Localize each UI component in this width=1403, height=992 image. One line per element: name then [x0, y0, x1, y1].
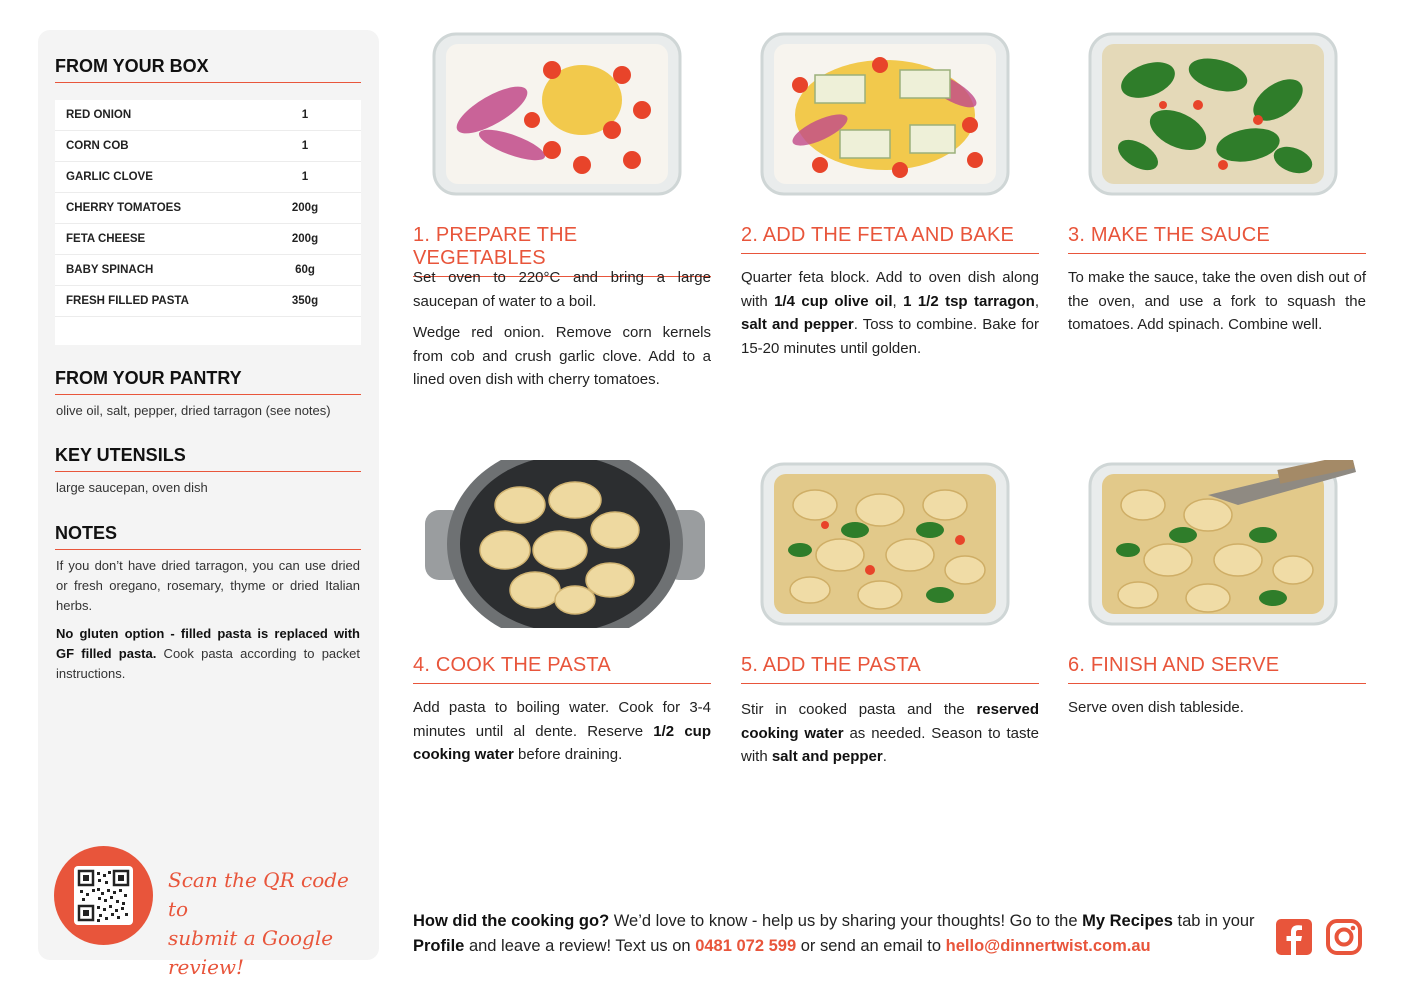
- step-4-photo: [425, 460, 705, 628]
- step-5-text: as needed. Season to taste with: [741, 724, 1039, 765]
- step-4-body: [413, 696, 711, 775]
- footer-text: or send an email to: [796, 937, 946, 955]
- step-6-photo: [1088, 460, 1358, 628]
- ingredient-name: BABY SPINACH: [66, 264, 154, 276]
- table-row: [55, 286, 361, 317]
- step-2-text: ,: [892, 292, 904, 310]
- step-3-title: 3. MAKE THE SAUCE: [1068, 224, 1366, 254]
- step-6-paragraph: Serve oven dish tableside.: [1068, 699, 1244, 716]
- step-1-paragraph: Set oven to 220°C and bring a large saucepan of water to a boil.: [413, 269, 711, 310]
- step-5-text: .: [882, 748, 887, 765]
- utensils-text: large saucepan, oven dish: [56, 480, 208, 495]
- notes-body: [56, 556, 360, 692]
- step-4-bold: 1/2 cup cooking water: [413, 722, 711, 763]
- ingredients-table: [55, 100, 361, 345]
- step-1-photo: [432, 30, 682, 198]
- footer-message: [413, 909, 1263, 959]
- step-5-bold: salt and pepper: [771, 748, 883, 765]
- step-2-title: 2. ADD THE FETA AND BAKE: [741, 224, 1039, 254]
- table-row: [55, 255, 361, 286]
- ingredient-name: FETA CHEESE: [66, 233, 146, 245]
- step-2-body: [741, 266, 1039, 368]
- from-box-title: FROM YOUR BOX: [55, 56, 361, 83]
- step-2-paragraph: [741, 266, 1039, 360]
- step-4-title: 4. COOK THE PASTA: [413, 654, 711, 684]
- step-2-text: Quarter feta block. Add to oven dish along with: [741, 269, 1039, 310]
- step-3-photo: [1088, 30, 1338, 198]
- step-5-paragraph: [741, 698, 1039, 769]
- step-4-text: before draining.: [513, 746, 623, 763]
- step-2-bold: 1/4 cup olive oil: [774, 292, 893, 310]
- step-3-body: [1068, 266, 1366, 345]
- step-2-text: ,: [1034, 292, 1040, 310]
- utensils-title: KEY UTENSILS: [55, 445, 361, 472]
- step-1-title: 1. PREPARE THE VEGETABLES: [413, 224, 711, 277]
- step-5-text: Stir in cooked pasta and the: [741, 701, 977, 718]
- notes-rest: Cook pasta according to packet instructions.: [56, 646, 360, 681]
- step-2-bold: salt and pepper: [741, 316, 854, 333]
- ingredient-qty: 200g: [291, 233, 319, 245]
- table-row: [55, 162, 361, 193]
- ingredient-name: RED ONION: [66, 109, 132, 121]
- qr-code-icon[interactable]: [74, 866, 133, 925]
- step-5-bold: reserved cooking water: [741, 701, 1039, 742]
- footer-text: We’d love to know - help us by sharing your thoughts! Go to the: [609, 912, 1083, 930]
- ingredient-name: CORN COB: [66, 140, 129, 152]
- phone-link[interactable]: 0481 072 599: [695, 937, 797, 955]
- footer-text: and leave a review! Text us on: [464, 937, 696, 955]
- sidebar: [38, 30, 379, 979]
- step-6-body: [1068, 696, 1366, 728]
- ingredient-qty: 1: [301, 171, 309, 183]
- step-3-paragraph: To make the sauce, take the oven dish out of the oven, and use a fork to squash the tomatoes. Add spinach. Combine well.: [1068, 269, 1366, 333]
- ingredient-qty: 350g: [291, 295, 319, 307]
- ingredient-name: CHERRY TOMATOES: [66, 202, 182, 214]
- step-6-title: 6. FINISH AND SERVE: [1068, 654, 1366, 684]
- qr-caption: [168, 866, 368, 982]
- table-row: [55, 131, 361, 162]
- ingredient-qty: 60g: [295, 264, 315, 276]
- notes-title: NOTES: [55, 523, 361, 550]
- ingredient-qty: 1: [301, 109, 309, 121]
- step-2-bold: 1 1/2 tsp tarragon: [903, 292, 1035, 310]
- step-5-title: 5. ADD THE PASTA: [741, 654, 1039, 684]
- facebook-icon[interactable]: [1275, 918, 1313, 956]
- step-5-body: [741, 698, 1039, 777]
- ingredient-qty: 200g: [291, 202, 319, 214]
- qr-caption-line: submit a Google review!: [168, 926, 334, 979]
- step-4-text: Add pasta to boiling water. Cook for 3-4 minutes until al dente. Reserve: [413, 699, 711, 740]
- footer-text: tab in your: [1172, 912, 1255, 930]
- qr-caption-line: Scan the QR code to: [168, 868, 349, 921]
- instagram-icon[interactable]: [1325, 918, 1363, 956]
- step-2-photo: [760, 30, 1010, 198]
- qr-badge[interactable]: [54, 846, 153, 945]
- footer-bold: My Recipes: [1082, 912, 1173, 930]
- step-1-paragraph: Wedge red onion. Remove corn kernels from cob and crush garlic clove. Add to a lined oven dish with cherry tomatoes.: [413, 324, 711, 388]
- table-row: [55, 100, 361, 131]
- ingredient-name: GARLIC CLOVE: [66, 171, 153, 183]
- email-link[interactable]: hello@dinnertwist.com.au: [945, 937, 1151, 955]
- table-row: [55, 193, 361, 224]
- step-2-text: . Toss to combine. Bake for 15-20 minutes until golden.: [741, 316, 1039, 357]
- ingredient-name: FRESH FILLED PASTA: [66, 295, 189, 307]
- step-4-paragraph: [413, 696, 711, 767]
- pantry-text: olive oil, salt, pepper, dried tarragon (see notes): [56, 403, 331, 418]
- footer-bold: Profile: [413, 937, 465, 955]
- ingredient-qty: 1: [301, 140, 309, 152]
- notes-bold: No gluten option - filled pasta is replaced with GF filled pasta.: [56, 626, 360, 661]
- step-1-body: [413, 266, 711, 400]
- table-row: [55, 224, 361, 255]
- step-5-photo: [760, 460, 1010, 628]
- pantry-title: FROM YOUR PANTRY: [55, 368, 361, 395]
- footer-question: How did the cooking go?: [413, 912, 610, 930]
- notes-paragraph: If you don’t have dried tarragon, you can use dried or fresh oregano, rosemary, thyme or dried Italian herbs.: [56, 558, 360, 613]
- notes-paragraph: [56, 624, 360, 684]
